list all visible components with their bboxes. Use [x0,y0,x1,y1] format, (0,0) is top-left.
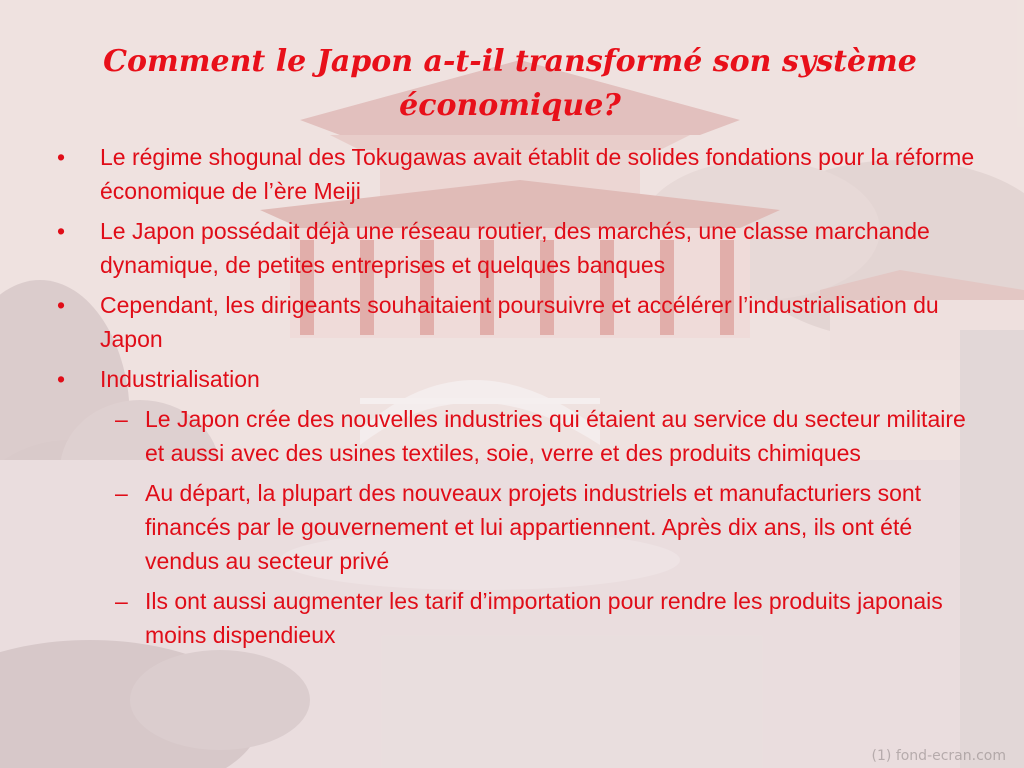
bullet-marker: • [57,366,66,392]
sub-bullet-item [55,402,975,470]
sub-bullet-item [55,584,975,652]
sub-bullet-text: Le Japon crée des nouvelles industries qui étaient au service du secteur militaire et aussi avec des usines textiles, soie, verre et des produits chimiques [145,406,966,466]
bullet-item [55,140,975,208]
slide-title: Comment le Japon a-t-il transformé son système économique? [103,44,917,123]
sub-bullet-marker: – [115,588,128,614]
bullet-text: Le régime shogunal des Tokugawas avait établit de solides fondations pour la réforme économique de l’ère Meiji [100,144,975,204]
sub-bullet-item [55,476,975,578]
bullet-item [55,362,975,396]
slide-content [55,140,975,658]
bullet-text: Cependant, les dirigeants souhaitaient poursuivre et accélérer l’industrialisation du Japon [100,292,939,352]
sub-bullet-text: Ils ont aussi augmenter les tarif d’importation pour rendre les produits japonais moins dispendieux [145,588,943,648]
bullet-item [55,214,975,282]
bullet-marker: • [57,218,66,244]
bullet-item [55,288,975,356]
watermark: (1) fond-ecran.com [871,748,1006,764]
sub-bullet-text: Au départ, la plupart des nouveaux projets industriels et manufacturiers sont financés par le gouvernement et lui appartiennent. Après dix ans, ils ont été vendus au secteur privé [145,480,922,574]
bullet-text: Industrialisation [100,366,260,392]
bullet-marker: • [57,292,66,318]
bullet-text: Le Japon possédait déjà une réseau routier, des marchés, une classe marchande dynamique, de petites entreprises et quelques banques [100,218,930,278]
sub-bullet-marker: – [115,480,128,506]
sub-bullet-marker: – [115,406,128,432]
bullet-marker: • [57,144,66,170]
